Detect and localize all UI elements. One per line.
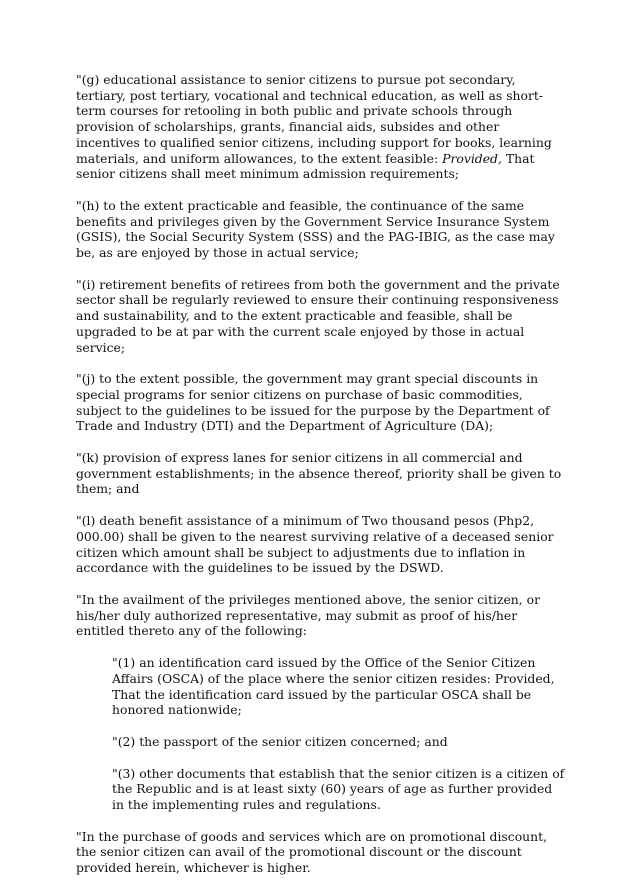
paragraph-k: "(k) provision of express lanes for senior citizens in all commercial and government establishments; in the absence thereof, priority shall be given to them; and (76, 450, 562, 497)
paragraph-h: "(h) to the extent practicable and feasible, the continuance of the same benefits and privileges given by the Government Service Insurance System (GSIS), the Social Security System (SSS) and the PAG-IBIG, as the case may be, as are enjoyed by those in actual service; (76, 197, 555, 261)
list-item-2: "(2) the passport of the senior citizen concerned; and (112, 733, 448, 749)
list-item-1: "(1) an identification card issued by the Office of the Senior Citizen Affairs (OSCA) of the place where the senior citizen resides: Provided, That the identification card issued by the particular OSCA shall be honored nationwide; (112, 655, 555, 718)
paragraph-g-text: "(g) educational assistance to senior citizens to pursue pot secondary, tertiary, post tertiary, vocational and technical education, as well as short-term courses for retooling in both public and private schools through provision of scholarships, grants, financial aids, subsides and other incentives to qualified senior citizens, including support for books, learning materials, and uniform allowances, to the extent feasible: (76, 72, 552, 166)
paragraph-g-provided-italic: Provided, (442, 150, 502, 166)
paragraph-l: "(l) death benefit assistance of a minimum of Two thousand pesos (Php2, 000.00) shall be given to the nearest surviving relative of a deceased senior citizen which amount shall be subject to adjustments due to inflation in accordance with the guidelines to be issued by the DSWD. (76, 513, 554, 576)
paragraph-i: "(i) retirement benefits of retirees from both the government and the private sector shall be regularly reviewed to ensure their continuing responsiveness and sustainability, and to the extent practicable and feasible, shall be upgraded to be at par with the current scale enjoyed by those in actual service; (76, 276, 560, 355)
document-body (76, 72, 566, 892)
paragraph-j: "(j) to the extent possible, the government may grant special discounts in special programs for senior citizens on purchase of basic commodities, subject to the guidelines to be issued for the purpose by the Department of Trade and Industry (DTI) and the Department of Agriculture (DA); (76, 371, 550, 434)
paragraph-promotional-discount: "In the purchase of goods and services which are on promotional discount, the senior citizen can avail of the promotional discount or the discount provided herein, whichever is higher. (76, 828, 548, 876)
paragraph-availment: "In the availment of the privileges mentioned above, the senior citizen, or his/her duly authorized representative, may submit as proof of his/her entitled thereto any of the following: (76, 591, 541, 639)
paragraph-g-text-after: That senior citizens shall meet minimum admission requirements; (76, 150, 535, 182)
paragraph-g (76, 72, 566, 182)
list-item-3: "(3) other documents that establish that the senior citizen is a citizen of the Republic and is at least sixty (60) years of age as further provided in the implementing rules and regulations. (112, 765, 565, 813)
